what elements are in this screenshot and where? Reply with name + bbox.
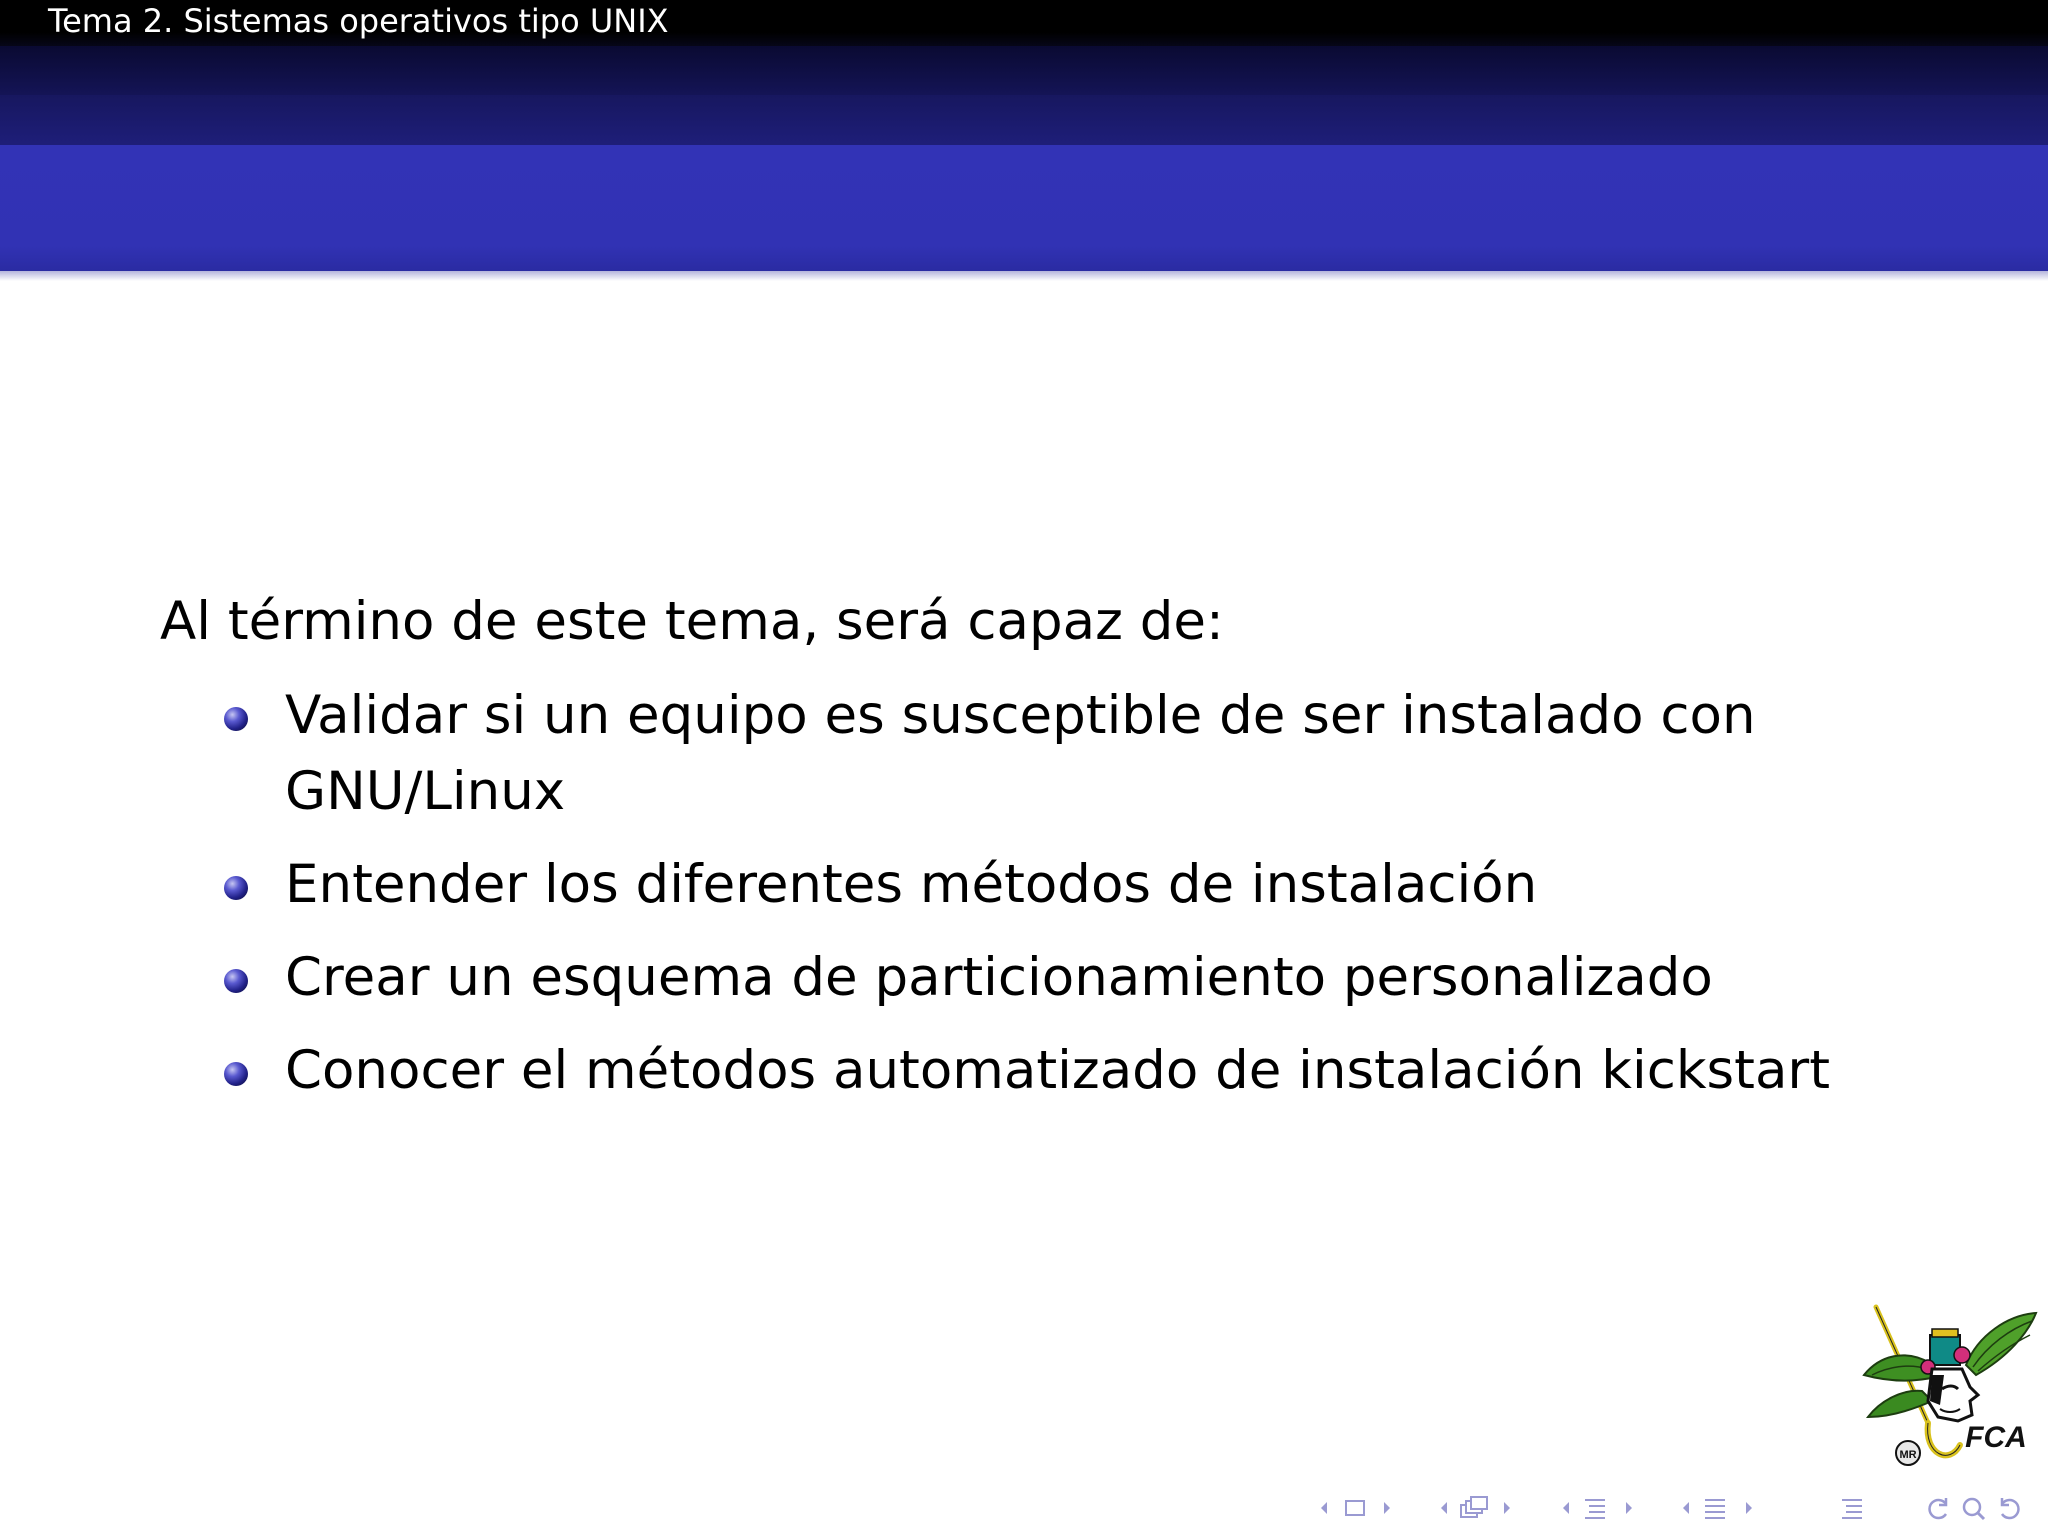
list-item <box>222 847 1842 923</box>
fca-logo <box>1858 1305 2038 1475</box>
registered-mark-text: MR <box>1899 1449 1917 1461</box>
bullet-ball-icon <box>224 1062 248 1086</box>
list-item <box>222 678 1842 830</box>
objectives-list <box>222 678 1842 1126</box>
fca-mascot-icon <box>1858 1305 2038 1475</box>
title-shadow <box>0 271 2048 281</box>
list-item-text: Crear un esquema de particionamiento personalizado <box>285 947 1713 1008</box>
subsection-band <box>0 46 2048 95</box>
frame-nav-icon[interactable] <box>1433 1492 1525 1524</box>
subsection-nav-icon[interactable] <box>1555 1492 1647 1524</box>
list-item-text: Conocer el métodos automatizado de instalación kickstart <box>285 1040 1830 1101</box>
slide-nav-icon[interactable] <box>1313 1492 1405 1524</box>
bullet-ball-icon <box>224 969 248 993</box>
intro-text: Al término de este tema, será capaz de: <box>160 591 1224 652</box>
list-item <box>222 1033 1842 1109</box>
section-band <box>0 0 2048 46</box>
frame-title: Objetivos <box>150 301 490 385</box>
section-nav-icon[interactable] <box>1675 1492 1767 1524</box>
document-nav-icon[interactable] <box>1834 1492 1874 1524</box>
fca-initials-text: FCA <box>1965 1421 2027 1454</box>
list-item-text: Validar si un equipo es susceptible de ser instalado con GNU/Linux <box>285 685 1756 822</box>
bullet-ball-icon <box>224 707 248 731</box>
list-item <box>222 940 1842 1016</box>
subsubsection-band <box>0 95 2048 145</box>
search-back-forward-icon[interactable] <box>1922 1492 2028 1524</box>
bullet-ball-icon <box>224 876 248 900</box>
frame-title-band <box>0 145 2048 385</box>
section-link[interactable]: Tema 2. Sistemas operativos tipo UNIX <box>48 2 669 40</box>
list-item-text: Entender los diferentes métodos de instalación <box>285 854 1538 915</box>
